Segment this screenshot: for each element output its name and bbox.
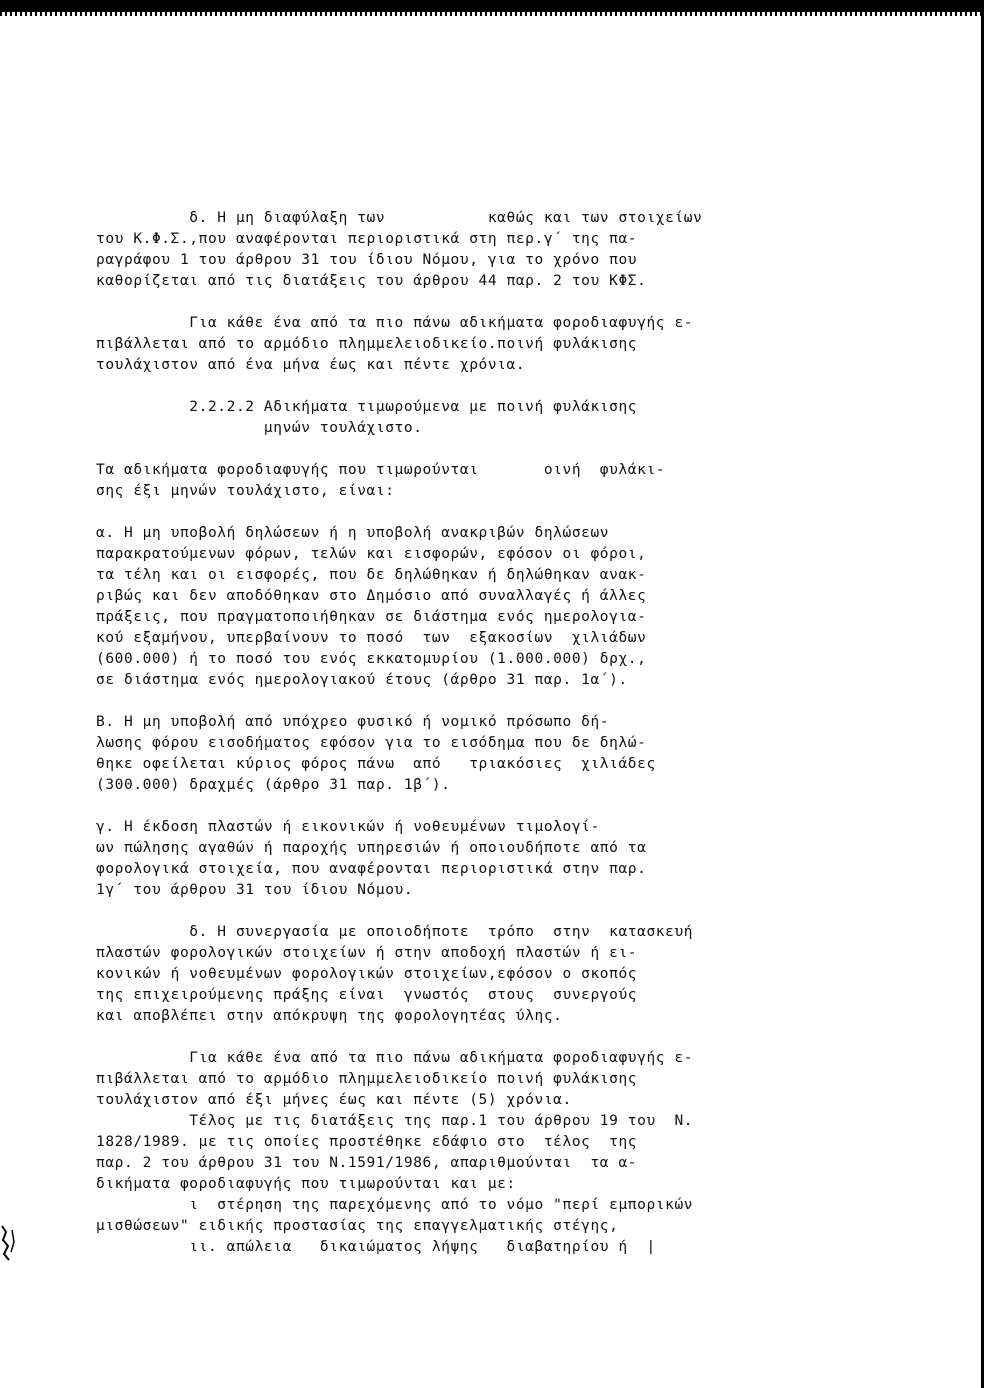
text-line: γ. Η έκδοση πλαστών ή εικονικών ή νοθευμένων τιμολογί-: [96, 819, 600, 835]
item-delta-first: [96, 208, 834, 292]
text-line: τα τέλη και οι εισφορές, που δε δηλώθηκαν ή δηλώθηκαν ανακ-: [96, 567, 647, 583]
section-heading: [96, 397, 834, 439]
text-line: παρ. 2 του άρθρου 31 του Ν.1591/1986, απαριθμούνται τα α-: [96, 1155, 638, 1171]
text-line: παρακρατούμενων φόρων, τελών και εισφορών, εφόσον οι φόροι,: [96, 546, 647, 562]
text-line: πιβάλλεται από το αρμόδιο πλημμελειοδικείο ποινή φυλάκισης: [96, 1071, 638, 1087]
penalty-paragraph-2: [96, 1048, 834, 1258]
text-line: σε διάστημα ενός ημερολογιακού έτους (άρθρο 31 παρ. 1α΄).: [96, 672, 628, 688]
text-line: δ. Η συνεργασία με οποιοδήποτε τρόπο στην κατασκευή: [96, 924, 694, 940]
text-line: Για κάθε ένα από τα πιο πάνω αδικήματα φοροδιαφυγής ε-: [96, 315, 694, 331]
text-line: πράξεις, που πραγματοποιήθηκαν σε διάστημα ενός ημερολογια-: [96, 609, 647, 625]
intro-paragraph: [96, 460, 834, 502]
text-line: μισθώσεων" ειδικής προστασίας της επαγγελματικής στέγης,: [96, 1218, 619, 1234]
text-line: πλαστών φορολογικών στοιχείων ή στην αποδοχή πλαστών ή ει-: [96, 945, 638, 961]
text-line: τουλάχιστον από έξι μήνες έως και πέντε (5) χρόνια.: [96, 1092, 572, 1108]
text-line: δικήματα φοροδιαφυγής που τιμωρούνται και με:: [96, 1176, 516, 1192]
item-delta-second: [96, 922, 834, 1027]
scan-margin-mark: [0, 1222, 26, 1262]
heading-line: μηνών τουλάχιστο.: [96, 420, 423, 436]
text-line: τουλάχιστον από ένα μήνα έως και πέντε χρόνια.: [96, 357, 526, 373]
text-line: ραγράφου 1 του άρθρου 31 του ίδιου Νόμου, για το χρόνο που: [96, 252, 638, 268]
text-line: κού εξαμήνου, υπερβαίνουν το ποσό των εξακοσίων χιλιάδων: [96, 630, 647, 646]
text-line: Τέλος με τις διατάξεις της παρ.1 του άρθρου 19 του Ν.: [96, 1113, 694, 1129]
text-line: ων πώλησης αγαθών ή παροχής υπηρεσιών ή οποιουδήποτε από τα: [96, 840, 647, 856]
text-line: της επιχειρούμενης πράξης είναι γνωστός στους συνεργούς: [96, 987, 638, 1003]
text-line: του Κ.Φ.Σ.,που αναφέρονται περιοριστικά στη περ.γ΄ της πα-: [96, 231, 638, 247]
text-line: πιβάλλεται από το αρμόδιο πλημμελειοδικείο.ποινή φυλάκισης: [96, 336, 638, 352]
text-line: α. Η μη υποβολή δηλώσεων ή η υποβολή ανακριβών δηλώσεων: [96, 525, 610, 541]
text-line: λωσης φόρου εισοδήματος εφόσον για το εισόδημα που δε δηλώ-: [96, 735, 647, 751]
item-gamma: [96, 817, 834, 901]
scan-top-noise: [0, 12, 984, 16]
document-page: [96, 208, 834, 1258]
item-alpha: [96, 523, 834, 691]
text-line: δ. Η μη διαφύλαξη των καθώς και των στοιχείων: [96, 210, 703, 226]
text-line: Για κάθε ένα από τα πιο πάνω αδικήματα φοροδιαφυγής ε-: [96, 1050, 694, 1066]
text-line: (600.000) ή το ποσό του ενός εκκατομυρίου (1.000.000) δρχ.,: [96, 651, 647, 667]
text-line: 1828/1989. με τις οποίες προστέθηκε εδάφιο στο τέλος της: [96, 1134, 638, 1150]
text-line: σης έξι μηνών τουλάχιστο, είναι:: [96, 483, 395, 499]
text-line: Τα αδικήματα φοροδιαφυγής που τιμωρούνται οινή φυλάκι-: [96, 462, 666, 478]
text-line: (300.000) δραχμές (άρθρο 31 παρ. 1β΄).: [96, 777, 451, 793]
text-line: φορολογικά στοιχεία, που αναφέρονται περιοριστικά στην παρ.: [96, 861, 647, 877]
text-line: και αποβλέπει στην απόκρυψη της φορολογητέας ύλης.: [96, 1008, 563, 1024]
heading-line: 2.2.2.2 Αδικήματα τιμωρούμενα με ποινή φυλάκισης: [96, 399, 638, 415]
text-line: ι στέρηση της παρεχόμενης από το νόμο "περί εμπορικών: [96, 1197, 694, 1213]
text-line: ριβώς και δεν αποδόθηκαν στο Δημόσιο από συναλλαγές ή άλλες: [96, 588, 647, 604]
scan-top-border: [0, 0, 984, 12]
text-line: κονικών ή νοθευμένων φορολογικών στοιχείων,εφόσον ο σκοπός: [96, 966, 638, 982]
penalty-paragraph-1: [96, 313, 834, 376]
text-line: θηκε οφείλεται κύριος φόρος πάνω από τριακόσιες χιλιάδες: [96, 756, 656, 772]
text-line: 1γ΄ του άρθρου 31 του ίδιου Νόμου.: [96, 882, 414, 898]
item-beta: [96, 712, 834, 796]
text-line: καθορίζεται από τις διατάξεις του άρθρου 44 παρ. 2 του ΚΦΣ.: [96, 273, 647, 289]
text-line: Β. Η μη υποβολή από υπόχρεο φυσικό ή νομικό πρόσωπο δή-: [96, 714, 610, 730]
text-line: ιι. απώλεια δικαιώματος λήψης διαβατηρίου ή |: [96, 1239, 656, 1255]
